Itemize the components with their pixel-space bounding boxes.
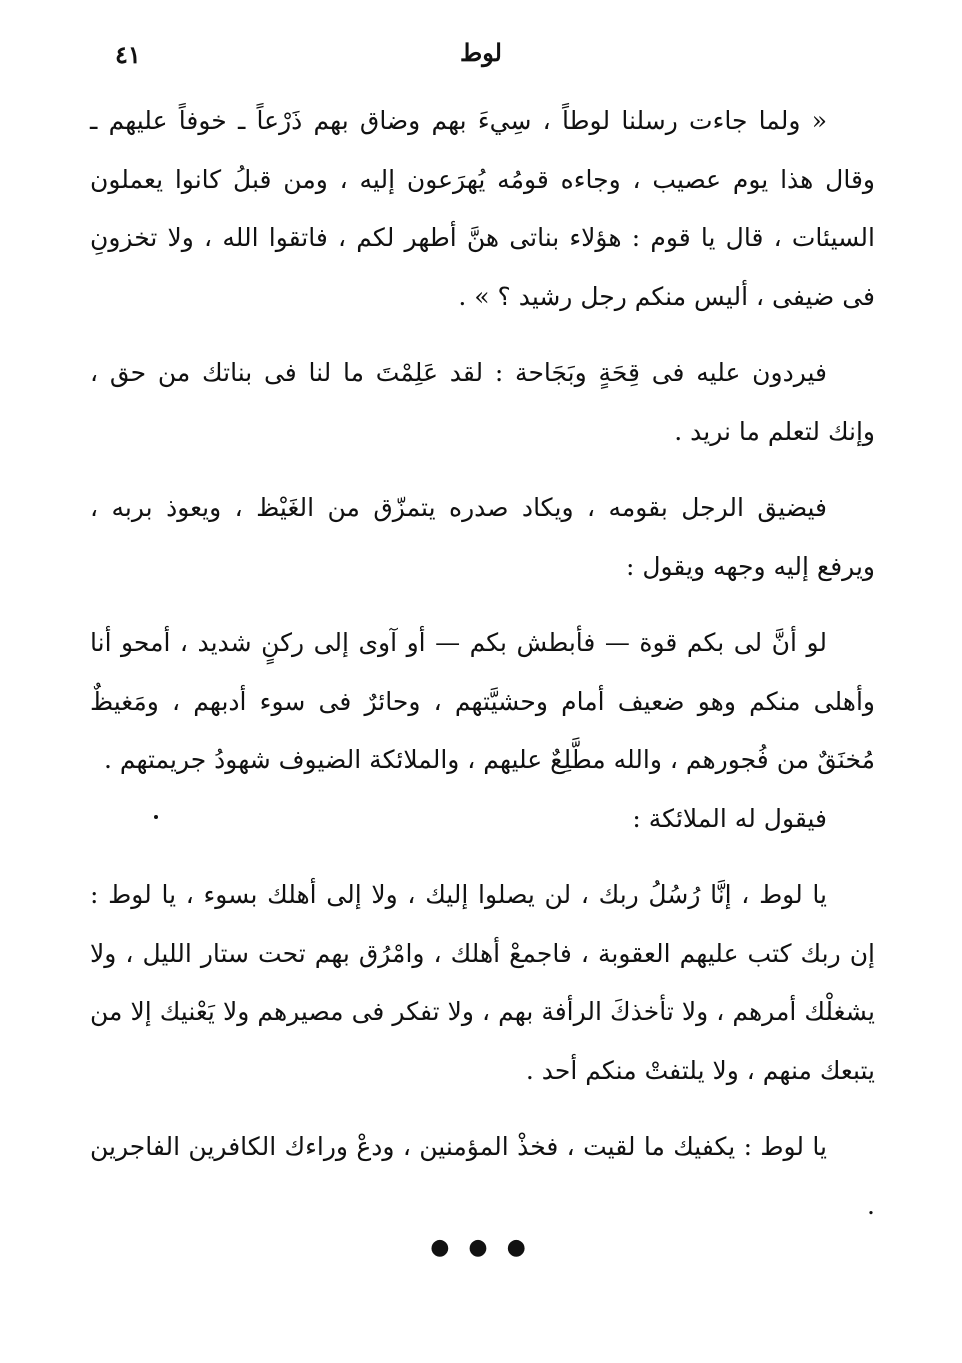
paragraph-people-reply: فيردون عليه فى قِحَةٍ وبَجَاحة : لقد عَلِمْتَ ما لنا فى بناتك من حق ، وإنك لتعلم ما نريد .	[90, 358, 875, 446]
paragraph-lot-distress: فيضيق الرجل بقومه ، ويكاد صدره يتمزّق من الغَيْظ ، ويعوذ بربه ، ويرفع إليه وجهه ويقول :	[90, 493, 875, 581]
section-end-ornament: ● ● ●	[430, 1235, 532, 1260]
page-title: لوط	[460, 38, 502, 67]
paragraph-angels-say: فيقول له الملائكة :	[632, 803, 827, 833]
page-body	[90, 92, 875, 1235]
paragraph-quran-verse: « ولما جاءت رسلنا لوطاً ، سِيءَ بهم وضاق بهم ذَرْعاً ـ خوفاً عليهم ـ وقال هذا يوم عصيب ، وجاءه قومُه يُهرَعون إليه ، ومن قبلُ كانوا يعملون السيئات ، قال يا قوم : هؤلاء بناتى هنَّ أطهر لكم ، فاتقوا الله ، ولا تخزونِ فى ضيفى ، أليس منكم رجل رشيد ؟ » .	[90, 106, 875, 311]
page-number: ٤١	[115, 40, 141, 69]
paragraph-lot-lament: لو أنَّ لى بكم قوة — فأبطش بكم — أو آوى إلى ركنٍ شديد ، أمحو أنا وأهلى منكم وهو ضعيف أمام وحشيَّتهم ، وحائرٌ فى سوء أدبهم ، ومَغيظٌ مُخنَقٌ من فُجورهم ، والله مطَّلِعٌ عليهم ، والملائكة الضيوف شهودُ جريمتهم .	[90, 628, 875, 774]
paragraph-final-instruction: يا لوط : يكفيك ما لقيت ، فخذْ المؤمنين ، ودعْ وراءك الكافرين الفاجرين .	[90, 1132, 875, 1220]
ink-speck	[154, 815, 158, 819]
page-header	[0, 38, 962, 78]
paragraph-angels-command: يا لوط ، إنَّا رُسُلُ ربك ، لن يصلوا إليك ، ولا إلى أهلك بسوء ، يا لوط : إن ربك كتب عليهم العقوبة ، فاجمعْ أهلك ، وامْرُق بهم تحت ستار الليل ، ولا يشغلْك أمرهم ، ولا تأخذكَ الرأفة بهم ، ولا تفكر فى مصيرهم ولا يَعْنيك إلا من يتبعك منهم ، ولا يلتفتْ منكم أحد .	[90, 880, 875, 1085]
